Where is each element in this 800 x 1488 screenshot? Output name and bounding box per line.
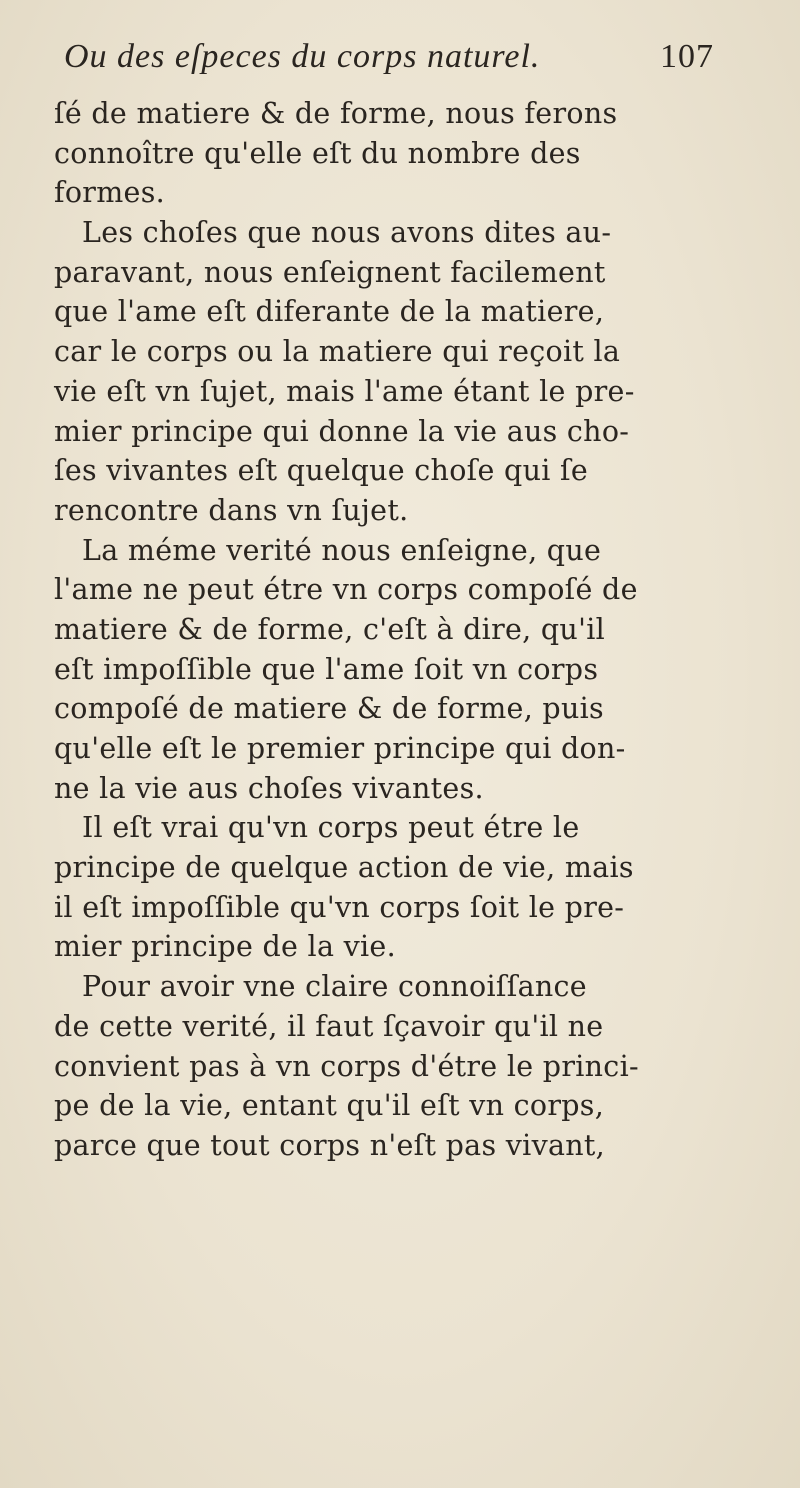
text-line: l'ame ne peut étre vn corps compoſé de (54, 573, 638, 607)
page-number: 107 (660, 38, 714, 75)
body-text (54, 94, 744, 1166)
text-line: principe de quelque action de vie, mais (54, 851, 634, 885)
text-line: parce que tout corps n'eſt pas vivant, (54, 1128, 606, 1162)
text-line: mier principe de la vie. (54, 930, 396, 964)
text-line: de cette verité, il faut ſçavoir qu'il ne (54, 1009, 604, 1043)
text-line: formes. (54, 176, 166, 210)
text-line: connoître qu'elle eſt du nombre des (54, 136, 581, 170)
paragraph-start-line: La méme verité nous enſeigne, que (82, 533, 602, 567)
text-line: ne la vie aus choſes vivantes. (54, 771, 484, 805)
text-line: eſt impoſſible que l'ame ſoit vn corps (54, 652, 599, 686)
text-line: convient pas à vn corps d'étre le princi- (54, 1049, 639, 1083)
paragraph-start-line: Les choſes que nous avons dites au- (82, 216, 612, 250)
text-line: pe de la vie, entant qu'il eſt vn corps, (54, 1089, 605, 1123)
text-line: car le corps ou la matiere qui reçoit la (54, 335, 621, 369)
text-line: compoſé de matiere & de forme, puis (54, 692, 604, 726)
text-line: vie eſt vn ſujet, mais l'ame étant le pre- (54, 374, 635, 408)
paragraph-start-line: Il eſt vrai qu'vn corps peut étre le (82, 811, 580, 845)
running-title: Ou des eſpeces du corps naturel. (64, 38, 541, 75)
paragraph-start-line: Pour avoir vne claire connoiſſance (82, 970, 587, 1004)
text-line: paravant, nous enſeignent facilement (54, 255, 606, 289)
text-line: il eſt impoſſible qu'vn corps ſoit le pre- (54, 890, 625, 924)
page-header (64, 38, 714, 88)
text-line: qu'elle eſt le premier principe qui don- (54, 732, 626, 765)
text-line: mier principe qui donne la vie aus cho- (54, 414, 630, 448)
text-line: matiere & de forme, c'eſt à dire, qu'il (54, 612, 606, 646)
text-line: rencontre dans vn ſujet. (54, 493, 409, 527)
text-line: ſé de matiere & de forme, nous ferons (54, 97, 618, 130)
text-line: ſes vivantes eſt quelque choſe qui ſe (54, 454, 589, 488)
text-line: que l'ame eſt diferante de la matiere, (54, 295, 605, 329)
